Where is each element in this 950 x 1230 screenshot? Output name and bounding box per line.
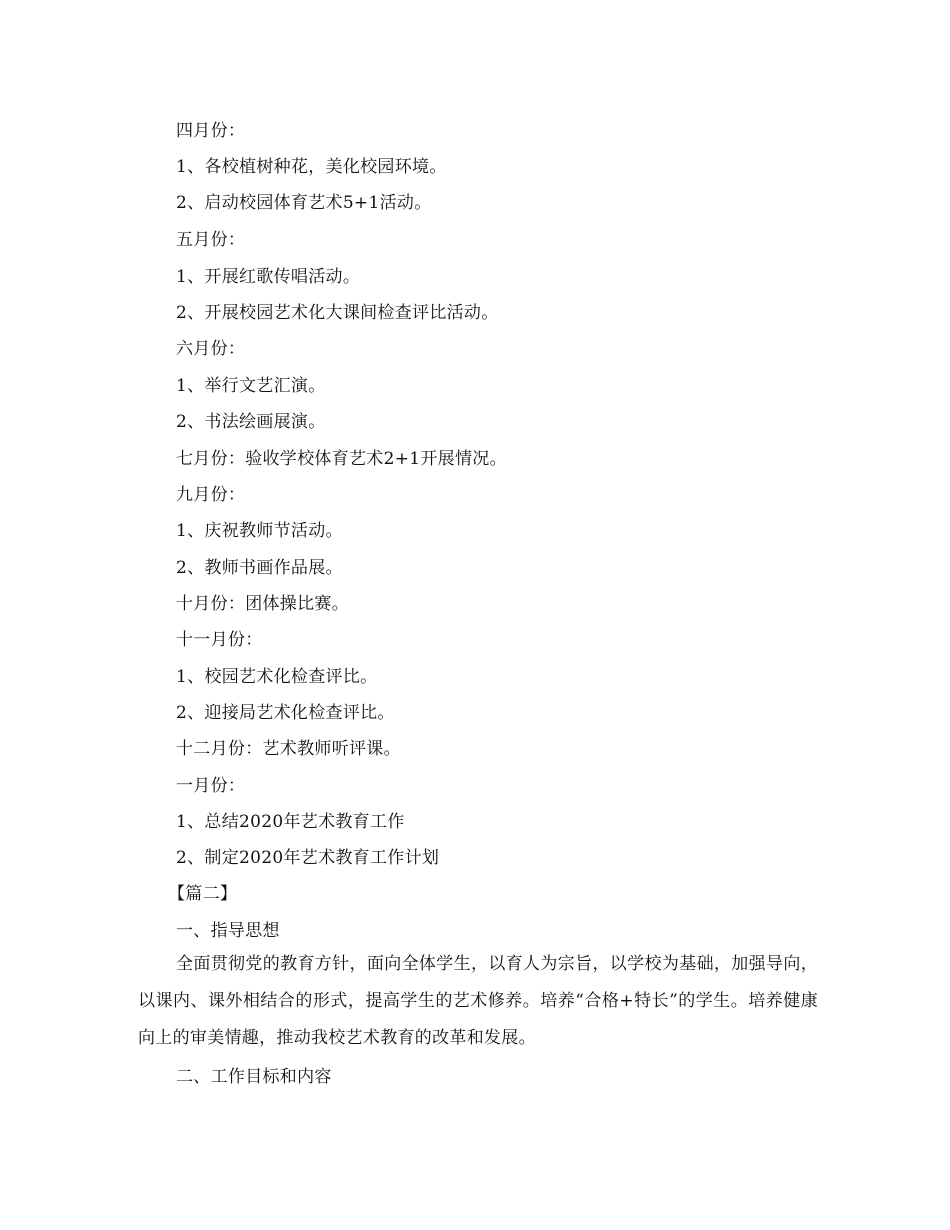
list-item: 1、举行文艺汇演。 bbox=[176, 376, 326, 396]
month-line-july: 七月份：验收学校体育艺术2+1开展情况。 bbox=[176, 449, 507, 469]
list-item: 2、书法绘画展演。 bbox=[176, 412, 326, 432]
month-heading-may: 五月份： bbox=[176, 230, 246, 250]
list-item: 1、庆祝教师节活动。 bbox=[176, 521, 343, 541]
list-item: 1、各校植树种花，美化校园环境。 bbox=[176, 157, 447, 177]
section-heading-goals: 二、工作目标和内容 bbox=[176, 1067, 332, 1087]
month-heading-june: 六月份： bbox=[176, 339, 246, 359]
month-heading-april: 四月份： bbox=[176, 121, 246, 141]
list-item: 2、启动校园体育艺术5+1活动。 bbox=[176, 193, 432, 213]
list-item: 2、教师书画作品展。 bbox=[176, 558, 343, 578]
list-item: 2、迎接局艺术化检查评比。 bbox=[176, 703, 395, 723]
list-item: 1、开展红歌传唱活动。 bbox=[176, 267, 361, 287]
month-heading-november: 十一月份： bbox=[176, 630, 263, 650]
month-heading-september: 九月份： bbox=[176, 485, 246, 505]
body-paragraph: 全面贯彻党的教育方针，面向全体学生，以育人为宗旨，以学校为基础，加强导向，以课内、课外相结合的形式，提高学生的艺术修养。培养“合格+特长”的学生。培养健康向上的审美情趣，推动我校艺术教育的改革和发展。 bbox=[138, 954, 818, 1048]
section-title: 【篇二】 bbox=[168, 884, 238, 904]
list-item: 1、校园艺术化检查评比。 bbox=[176, 667, 378, 687]
section-heading-guiding-ideology: 一、指导思想 bbox=[176, 921, 280, 941]
list-item: 1、总结2020年艺术教育工作 bbox=[176, 812, 405, 832]
month-heading-january: 一月份： bbox=[176, 776, 246, 796]
list-item: 2、制定2020年艺术教育工作计划 bbox=[176, 848, 440, 868]
month-line-october: 十月份：团体操比赛。 bbox=[176, 594, 349, 614]
month-line-december: 十二月份：艺术教师听评课。 bbox=[176, 739, 401, 759]
list-item: 2、开展校园艺术化大课间检查评比活动。 bbox=[176, 303, 499, 323]
